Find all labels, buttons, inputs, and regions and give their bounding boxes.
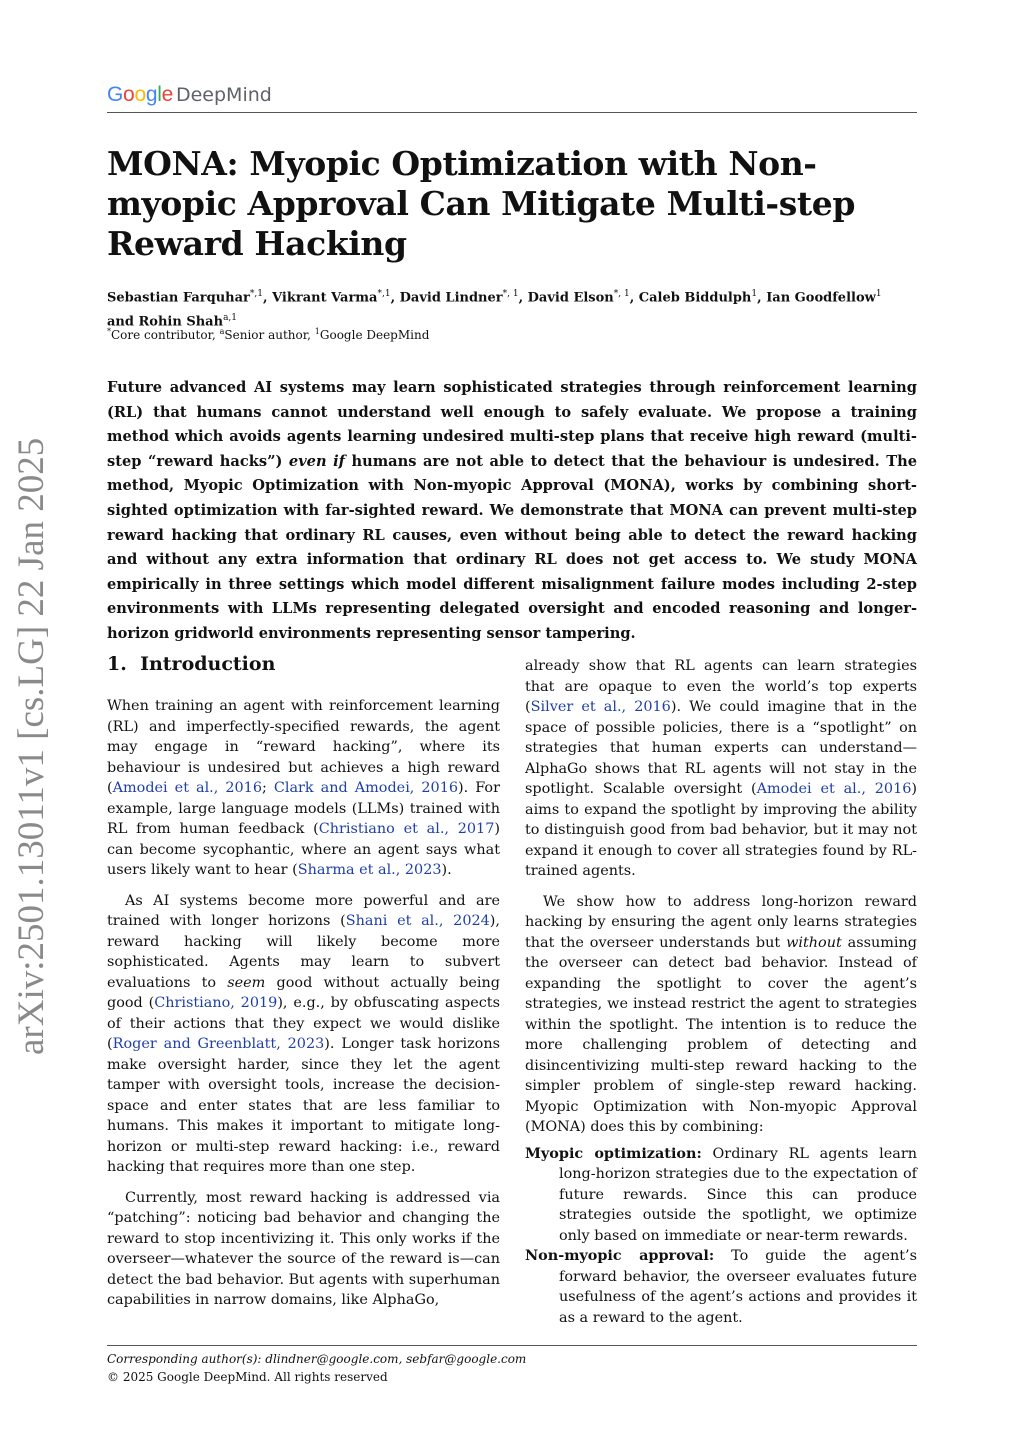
author-list: Sebastian Farquhar$^{*,1}$, Vikrant Varma$^{*,1}$, David Lindner$^{*, 1}$, David Elson$^{*, 1}$, Caleb Biddulph$^1$, Ian Goodfellow$^1$ and Rohin Shah$^{a,1}$ <box>107 289 882 330</box>
abstract: Future advanced AI systems may learn sophisticated strategies through reinforcement learning (RL) that humans cannot understand well enough to safely evaluate. We propose a training method which avoids agents learning undesired multi-step plans that receive high reward (multi-step “reward hacks”) even if humans are not able to detect that the behaviour is undesired. The method, Myopic Optimization with Non-myopic Approval (MONA), works by combining short-sighted optimization with far-sighted reward. We demonstrate that MONA can prevent multi-step reward hacking that ordinary RL causes, even without being able to detect the reward hacking and without any extra information that ordinary RL does not get access to. We study MONA empirically in three settings which model different misalignment failure modes including 2-step environments with LLMs representing delegated oversight and encoded reasoning and longer-horizon gridworld environments representing sensor tampering. <box>107 379 917 642</box>
citation-link[interactable]: Sharma et al., 2023 <box>297 862 442 878</box>
citation-link[interactable]: Amodei et al., 2016 <box>112 780 262 796</box>
paragraph: We show how to address long-horizon reward hacking by ensuring the agent only learns strategies that the overseer understands but without assuming the overseer can detect bad behavior. Instead of expanding the spotlight to cover the agent’s strategies, we instead restrict the agent to strategies within the spotlight. The intention is to reduce the more challenging problem of detecting and disincentivizing multi-step reward hacking to the simpler problem of single-step reward hacking. Myopic Optimization with Non-myopic Approval (MONA) does this by combining: <box>525 893 918 1135</box>
citation-link[interactable]: Amodei et al., 2016 <box>756 781 912 797</box>
paragraph: When training an agent with reinforcement learning (RL) and imperfectly-specified rewards, the agent may engage in “reward hacking”, where its behaviour is undesired but achieves a high reward (Amodei et al., 2016; Clark and Amodei, 2016). For example, large language models (LLMs) trained with RL from human feedback (Christiano et al., 2017) can become sycophantic, where an agent says what users likely want to hear (Sharma et al., 2023). <box>107 698 500 878</box>
footer <box>107 1350 917 1386</box>
corresponding-authors: Corresponding author(s): dlindner@google.com, sebfar@google.com <box>107 1352 527 1366</box>
paragraph: Currently, most reward hacking is addressed via “patching”: noticing bad behavior and changing the reward to stop incentivizing it. This only works if the overseer—whatever the source of the reward is—can detect the bad behavior. But agents with superhuman capabilities in narrow domains, like AlphaGo, <box>107 1189 500 1308</box>
header-rule <box>107 112 917 113</box>
paper-title: MONA: Myopic Optimization with Non-myopic Approval Can Mitigate Multi-step Reward Hacking <box>107 144 856 263</box>
section-heading: 1. Introduction <box>107 653 276 675</box>
paragraph: already show that RL agents can learn strategies that are opaque to even the world’s top experts (Silver et al., 2016). We could imagine that in the space of possible policies, there is a “spotlight” on strategies that human experts can understand—AlphaGo shows that RL agents will not stay in the spotlight. Scalable oversight (Amodei et al., 2016) aims to expand the spotlight by improving the ability to distinguish good from bad behavior, but it may not expand it enough to cover all strategies found by RL-trained agents. <box>525 658 918 879</box>
affiliations: *Core contributor, $^a$Senior author, $^1$Google DeepMind <box>107 327 430 342</box>
citation-link[interactable]: Shani et al., 2024 <box>345 913 490 929</box>
arxiv-identifier: arXiv:2501.13011v1 [cs.LG] 22 Jan 2025 <box>11 437 52 1055</box>
citation-link[interactable]: Clark and Amodei, 2016 <box>273 780 459 796</box>
citation-link[interactable]: Christiano, 2019 <box>154 995 278 1011</box>
citation-link[interactable]: Christiano et al., 2017 <box>318 821 495 837</box>
citation-link[interactable]: Silver et al., 2016 <box>530 699 671 715</box>
copyright-notice: © 2025 Google DeepMind. All rights reserved <box>107 1370 388 1384</box>
citation-link[interactable]: Roger and Greenblatt, 2023 <box>112 1036 325 1052</box>
google-deepmind-logo <box>107 83 272 111</box>
footer-rule <box>107 1345 917 1346</box>
definition-myopic-optimization: Myopic optimization: Ordinary RL agents learn long-horizon strategies due to the expectation of future rewards. Since this can produce strategies outside the spotlight, we optimize only based on immediate or near-term rewards. <box>525 1144 917 1244</box>
deepmind-wordmark: DeepMind <box>175 84 272 106</box>
definition-non-myopic-approval: Non-myopic approval: To guide the agent’s forward behavior, the overseer evaluates future usefulness of the agent’s actions and provides it as a reward to the agent. <box>525 1247 917 1326</box>
right-column <box>525 656 917 1328</box>
paragraph: As AI systems become more powerful and are trained with longer horizons (Shani et al., 2024), reward hacking will likely become more sophisticated. Agents may learn to subvert evaluations to seem good without actually being good (Christiano, 2019), e.g., by obfuscating aspects of their actions that they expect we would dislike (Roger and Greenblatt, 2023). Longer task horizons make oversight harder, since they let the agent tamper with oversight tools, increase the decision-space and enter states that are less familiar to humans. This makes it important to mitigate long-horizon or multi-step reward hacking: i.e., reward hacking that requires more than one step. <box>107 892 501 1175</box>
google-wordmark: Google <box>107 83 173 106</box>
left-column <box>107 650 500 1311</box>
